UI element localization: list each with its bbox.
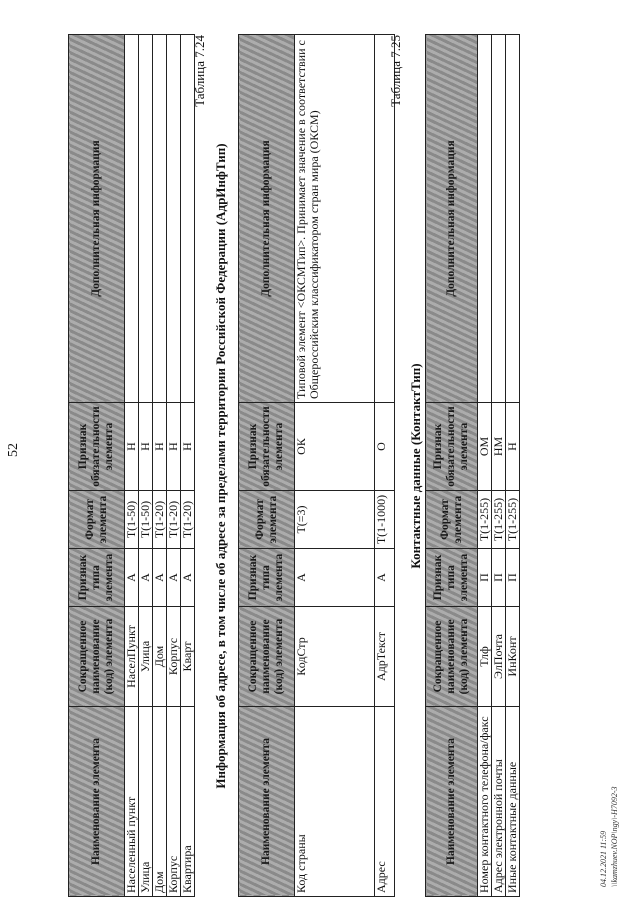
table-row: [478, 35, 492, 897]
cell-type: П: [478, 549, 492, 607]
col-header-short: Сокращенное наименование (код) элемента: [426, 607, 478, 707]
cell-format: T(1-20): [167, 491, 181, 549]
col-header-required: Признак обязательности элемента: [239, 403, 295, 491]
cell-format: T(1-20): [153, 491, 167, 549]
col-header-short: Сокращенное наименование (код) элемента: [69, 607, 125, 707]
col-header-info: Дополнительная информация: [426, 35, 478, 403]
cell-code: Тлф: [478, 607, 492, 707]
cell-format: T(1-255): [506, 491, 520, 549]
cell-info: [167, 35, 181, 403]
cell-type: А: [139, 549, 153, 607]
cell-code: Корпус: [167, 607, 181, 707]
page-number: 52: [6, 443, 21, 457]
cell-info: [506, 35, 520, 403]
cell-req: О: [375, 403, 395, 491]
cell-code: НаселПункт: [125, 607, 139, 707]
address-info-table: [238, 34, 395, 897]
table-row: [153, 35, 167, 897]
col-header-required: Признак обязательности элемента: [426, 403, 478, 491]
cell-info: Типовой элемент <ОКСМТип>. Принимает значение в соответствии с Общероссийским классификатором стран мира (ОКСМ): [295, 35, 375, 403]
print-watermark: [598, 787, 620, 888]
cell-req: Н: [125, 403, 139, 491]
cell-type: А: [153, 549, 167, 607]
contact-data-table: [425, 34, 520, 897]
cell-code: АдрТекст: [375, 607, 395, 707]
table-7-25-title: Контактные данные (КонтактТип): [408, 363, 423, 569]
cell-code: ЭлПочта: [492, 607, 506, 707]
cell-type: П: [506, 549, 520, 607]
col-header-type: Признак типа элемента: [69, 549, 125, 607]
col-header-required: Признак обязательности элемента: [69, 403, 125, 491]
cell-code: Кварт: [181, 607, 195, 707]
cell-info: [139, 35, 153, 403]
cell-code: Дом: [153, 607, 167, 707]
col-header-type: Признак типа элемента: [426, 549, 478, 607]
col-header-format: Формат элемента: [426, 491, 478, 549]
cell-req: Н: [181, 403, 195, 491]
table-7-24-caption: Таблица 7.24: [192, 35, 207, 107]
cell-name: Дом: [153, 707, 167, 897]
cell-type: А: [125, 549, 139, 607]
cell-format: T(1-1000): [375, 491, 395, 549]
address-table-continued: [68, 34, 195, 897]
cell-format: T(1-50): [139, 491, 153, 549]
watermark-date: 04.12.2021 11:59: [599, 830, 608, 887]
col-header-short: Сокращенное наименование (код) элемента: [239, 607, 295, 707]
cell-name: Населенный пункт: [125, 707, 139, 897]
cell-type: А: [375, 549, 395, 607]
table-7-24-title: Информация об адресе, в том числе об адресе за пределами территории Российской Федерации (АдрИнфТип): [213, 143, 228, 789]
cell-code: ИнКонт: [506, 607, 520, 707]
cell-type: А: [167, 549, 181, 607]
col-header-format: Формат элемента: [239, 491, 295, 549]
cell-info: [478, 35, 492, 403]
table-row: [506, 35, 520, 897]
cell-req: Н: [167, 403, 181, 491]
cell-req: Н: [153, 403, 167, 491]
cell-info: [492, 35, 506, 403]
cell-name: Иные контактные данные: [506, 707, 520, 897]
cell-format: T(=3): [295, 491, 375, 549]
cell-name: Улица: [139, 707, 153, 897]
cell-name: Адрес: [375, 707, 395, 897]
cell-format: T(1-255): [492, 491, 506, 549]
table-row: [167, 35, 181, 897]
cell-req: Н: [139, 403, 153, 491]
table-7-25-caption: Таблица 7.25: [388, 35, 403, 107]
watermark-path: \\kamzhuev.NOP\ngy\-H7092-3: [610, 786, 619, 887]
cell-req: ОК: [295, 403, 375, 491]
cell-type: А: [295, 549, 375, 607]
table-row: [492, 35, 506, 897]
cell-code: Улица: [139, 607, 153, 707]
table-row: [295, 35, 375, 897]
cell-req: Н: [506, 403, 520, 491]
cell-code: КодСтр: [295, 607, 375, 707]
cell-name: Корпус: [167, 707, 181, 897]
cell-name: Адрес электронной почты: [492, 707, 506, 897]
cell-info: [125, 35, 139, 403]
cell-req: НМ: [492, 403, 506, 491]
cell-name: Квартира: [181, 707, 195, 897]
table-row: [139, 35, 153, 897]
cell-name: Номер контактного телефона/факс: [478, 707, 492, 897]
cell-format: T(1-50): [125, 491, 139, 549]
col-header-format: Формат элемента: [69, 491, 125, 549]
cell-name: Код страны: [295, 707, 375, 897]
col-header-info: Дополнительная информация: [69, 35, 125, 403]
cell-type: А: [181, 549, 195, 607]
col-header-name: Наименование элемента: [69, 707, 125, 897]
col-header-name: Наименование элемента: [239, 707, 295, 897]
cell-info: [153, 35, 167, 403]
cell-type: П: [492, 549, 506, 607]
col-header-type: Признак типа элемента: [239, 549, 295, 607]
cell-req: ОМ: [478, 403, 492, 491]
table-row: [125, 35, 139, 897]
cell-format: T(1-255): [478, 491, 492, 549]
col-header-info: Дополнительная информация: [239, 35, 295, 403]
col-header-name: Наименование элемента: [426, 707, 478, 897]
cell-format: T(1-20): [181, 491, 195, 549]
